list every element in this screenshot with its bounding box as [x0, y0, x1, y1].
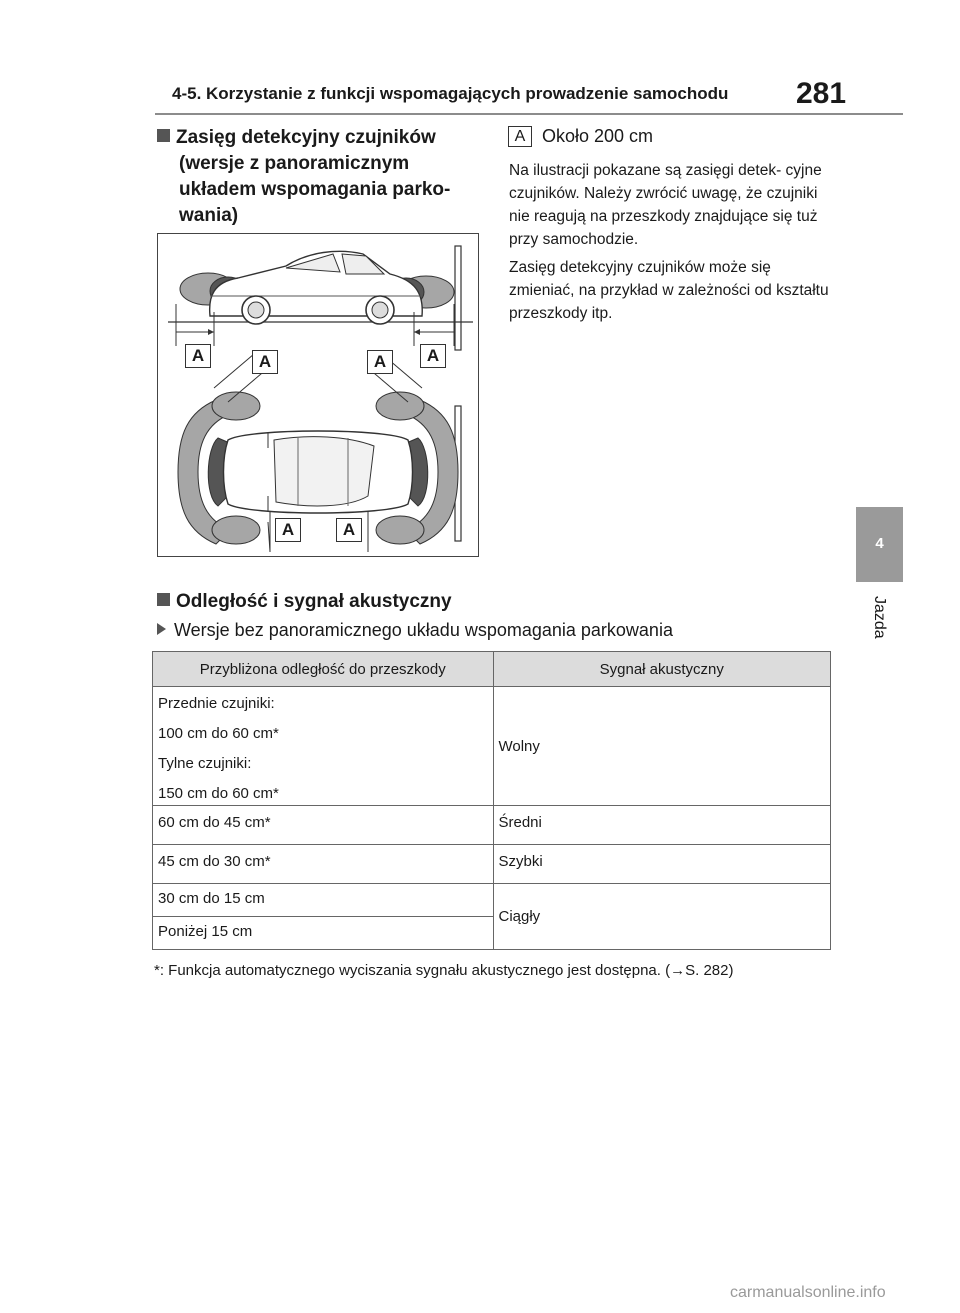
footnote: *: Funkcja automatycznego wyciszania sygnału akustycznego jest dostępna. (→S. 282): [154, 962, 734, 979]
figure-label-a-4: A: [420, 344, 446, 368]
table-cell-distance: 45 cm do 30 cm*: [153, 845, 494, 884]
column-header-signal: Sygnał akustyczny: [493, 652, 831, 687]
paragraph-detection-note: Na ilustracji pokazane są zasięgi detek- cyjne czujników. Należy zwrócić uwagę, że czujniki nie reagują na przeszkody znajdujące się tuż przy samochodzie.: [509, 162, 822, 248]
table-row: [153, 884, 831, 917]
page-number: 281: [796, 77, 847, 110]
table-cell-signal: Średni: [493, 806, 831, 845]
table-row: [153, 806, 831, 845]
paragraph-range-variation: Zasięg detekcyjny czujników może się zmieniać, na przykład w zależności od kształtu przeszkody itp.: [509, 259, 829, 322]
table-cell-distance: Przednie czujniki: 100 cm do 60 cm* Tylne czujniki: 150 cm do 60 cm*: [153, 687, 494, 806]
table-cell-signal: Szybki: [493, 845, 831, 884]
bullet-square-icon: [157, 129, 170, 142]
table-cell-distance: 30 cm do 15 cm: [153, 884, 494, 917]
sensor-range-illustration: [157, 233, 479, 557]
distance-signal-table: [152, 651, 831, 950]
column-header-distance: Przybliżona odległość do przeszkody: [153, 652, 494, 687]
sensor-range-drawing: [158, 234, 480, 558]
triangle-bullet-icon: [157, 623, 166, 635]
watermark: carmanualsonline.info: [730, 1284, 886, 1301]
figure-label-a-6: A: [336, 518, 362, 542]
running-header: 4-5. Korzystanie z funkcji wspomagających prowadzenie samochodu: [172, 84, 729, 103]
chapter-label: Jazda: [871, 596, 888, 639]
subheading-versions: Wersje bez panoramicznego układu wspomagania parkowania: [157, 620, 673, 641]
header-rule: [155, 113, 903, 115]
figure-label-a-5: A: [275, 518, 301, 542]
bullet-square-icon: [157, 593, 170, 606]
legend-key-a: A: [508, 126, 532, 147]
chapter-number: 4: [875, 535, 884, 552]
chapter-tab[interactable]: [856, 507, 903, 582]
figure-label-a-2: A: [252, 350, 278, 374]
figure-label-a-1: A: [185, 344, 211, 368]
table-row: [153, 845, 831, 884]
table-cell-distance: 60 cm do 45 cm*: [153, 806, 494, 845]
section-heading-distance-signal: Odległość i sygnał akustyczny: [157, 589, 452, 615]
table-row: [153, 687, 831, 806]
figure-label-a-3: A: [367, 350, 393, 374]
section-heading-detection-range: Zasięg detekcyjny czujników (wersje z panoramicznym układem wspomagania parko- wania): [157, 125, 450, 229]
legend-text: Około 200 cm: [542, 126, 654, 146]
table-cell-distance: Poniżej 15 cm: [153, 917, 494, 950]
table-header-row: [153, 652, 831, 687]
table-cell-signal: Ciągły: [493, 884, 831, 950]
table-cell-signal: Wolny: [493, 687, 831, 806]
